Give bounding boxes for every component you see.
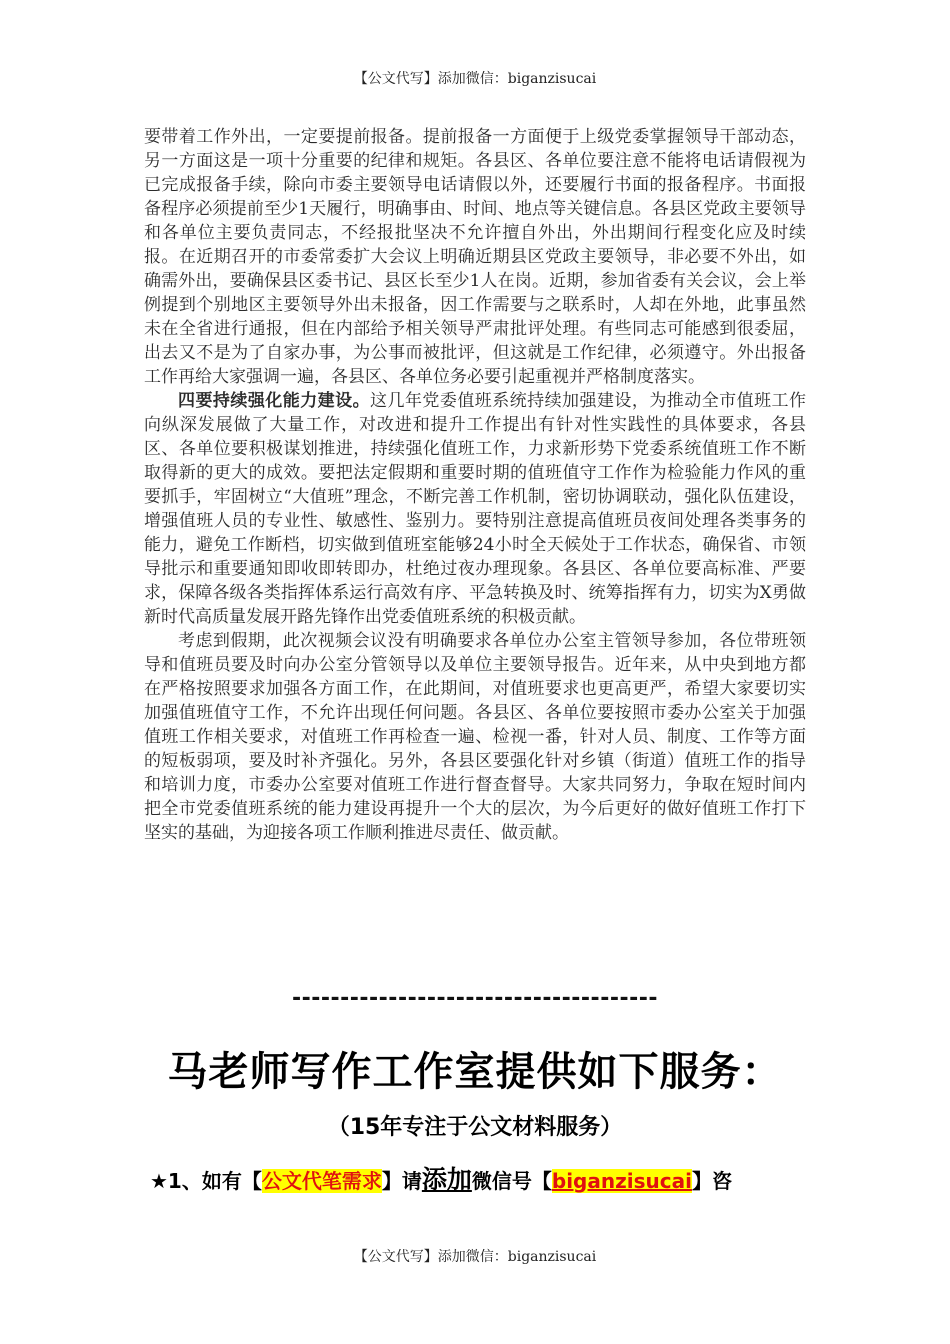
wechat-id-link[interactable]: biganzisucai [551, 1169, 692, 1193]
promo-title: 马老师写作工作室提供如下服务： [167, 1049, 783, 1095]
promo-highlight: 公文代笔需求 [261, 1169, 382, 1193]
promo-suffix: 】咨 [691, 1169, 732, 1193]
promo-subtitle: （15年专注于公文材料服务） [327, 1115, 623, 1140]
paragraph-lead: 四要持续强化能力建设。 [178, 391, 371, 411]
paragraph-holiday: 考虑到假期，此次视频会议没有明确要求各单位办公室主管领导参加，各位带班领导和值班员要及时向办公室分管领导以及单位主要领导报告。近年来，从中央到地方都在严格按照要求加强各方面工作，在此期间，对值班要求也更高更严，希望大家要切实加强值班值守工作，不允许出现任何问题。各县区、各单位要按照市委办公室关于加强值班工作相关要求，对值班工作再检查一遍、检视一番，针对人员、制度、工作等方面的短板弱项，要及时补齐强化。另外，各县区要强化针对乡镇（街道）值班工作的指导和培训力度，市委办公室要对值班工作进行督查督导。大家共同努力，争取在短时间内把全市党委值班系统的能力建设再提升一个大的层次，为今后更好的做好值班工作打下坚实的基础，为迎接各项工作顺利推进尽责任、做贡献。 [144, 631, 806, 843]
page-header: 【公文代写】添加微信：biganzisucai [353, 71, 597, 87]
page-footer: 【公文代写】添加微信：biganzisucai [353, 1249, 597, 1265]
promo-service-line [150, 1160, 830, 1196]
promo-mid2: 微信号【 [471, 1169, 552, 1193]
paragraph-text: 这几年党委值班系统持续加强建设，为推动全市值班工作向纵深发展做了大量工作，对改进和提升工作提出有针对性实践性的具体要求，各县区、各单位要积极谋划推进，持续强化值班工作，力求新形势下党委系统值班工作不断取得新的更大的成效。要把法定假期和重要时期的值班值守工作作为检验能力作风的重要抓手，牢固树立“大值班”理念，不断完善工作机制，密切协调联动，强化队伍建设，增强值班人员的专业性、敏感性、鉴别力。要特别注意提高值班员夜间处理各类事务的能力，避免工作断档，切实做到值班室能够24小时全天候处于工作状态，确保省、市领导批示和重要通知即收即转即办，杜绝过夜办理现象。各县区、各单位要高标准、严要求，保障各级各类指挥体系运行高效有序、平急转换及时、统筹指挥有力，切实为X勇做新时代高质量发展开路先锋作出党委值班系统的积极贡献。 [144, 391, 807, 627]
document-body [144, 125, 806, 845]
paragraph-capacity [144, 389, 806, 629]
promo-add-emphasis: 添加 [421, 1165, 472, 1194]
promo-prefix: ★1、如有【 [150, 1169, 262, 1193]
promo-mid: 】请 [381, 1169, 422, 1193]
dashed-divider: -------------------------------------- [292, 986, 658, 1011]
paragraph-reporting: 要带着工作外出，一定要提前报备。提前报备一方面便于上级党委掌握领导干部动态，另一方面这是一项十分重要的纪律和规矩。各县区、各单位要注意不能将电话请假视为已完成报备手续，除向市委主要领导电话请假以外，还要履行书面的报备程序。书面报备程序必须提前至少1天履行，明确事由、时间、地点等关键信息。各县区党政主要领导和各单位主要负责同志，不经报批坚决不允许擅自外出，外出期间行程变化应及时续报。在近期召开的市委常委扩大会议上明确近期县区党政主要领导，非必要不外出，如确需外出，要确保县区委书记、县区长至少1人在岗。近期，参加省委有关会议，会上举例提到个别地区主要领导外出未报备，因工作需要与之联系时，人却在外地，此事虽然未在全省进行通报，但在内部给予相关领导严肃批评处理。有些同志可能感到很委屈，出去又不是为了自家办事，为公事而被批评，但这就是工作纪律，必须遵守。外出报备工作再给大家强调一遍，各县区、各单位务必要引起重视并严格制度落实。 [144, 127, 806, 387]
